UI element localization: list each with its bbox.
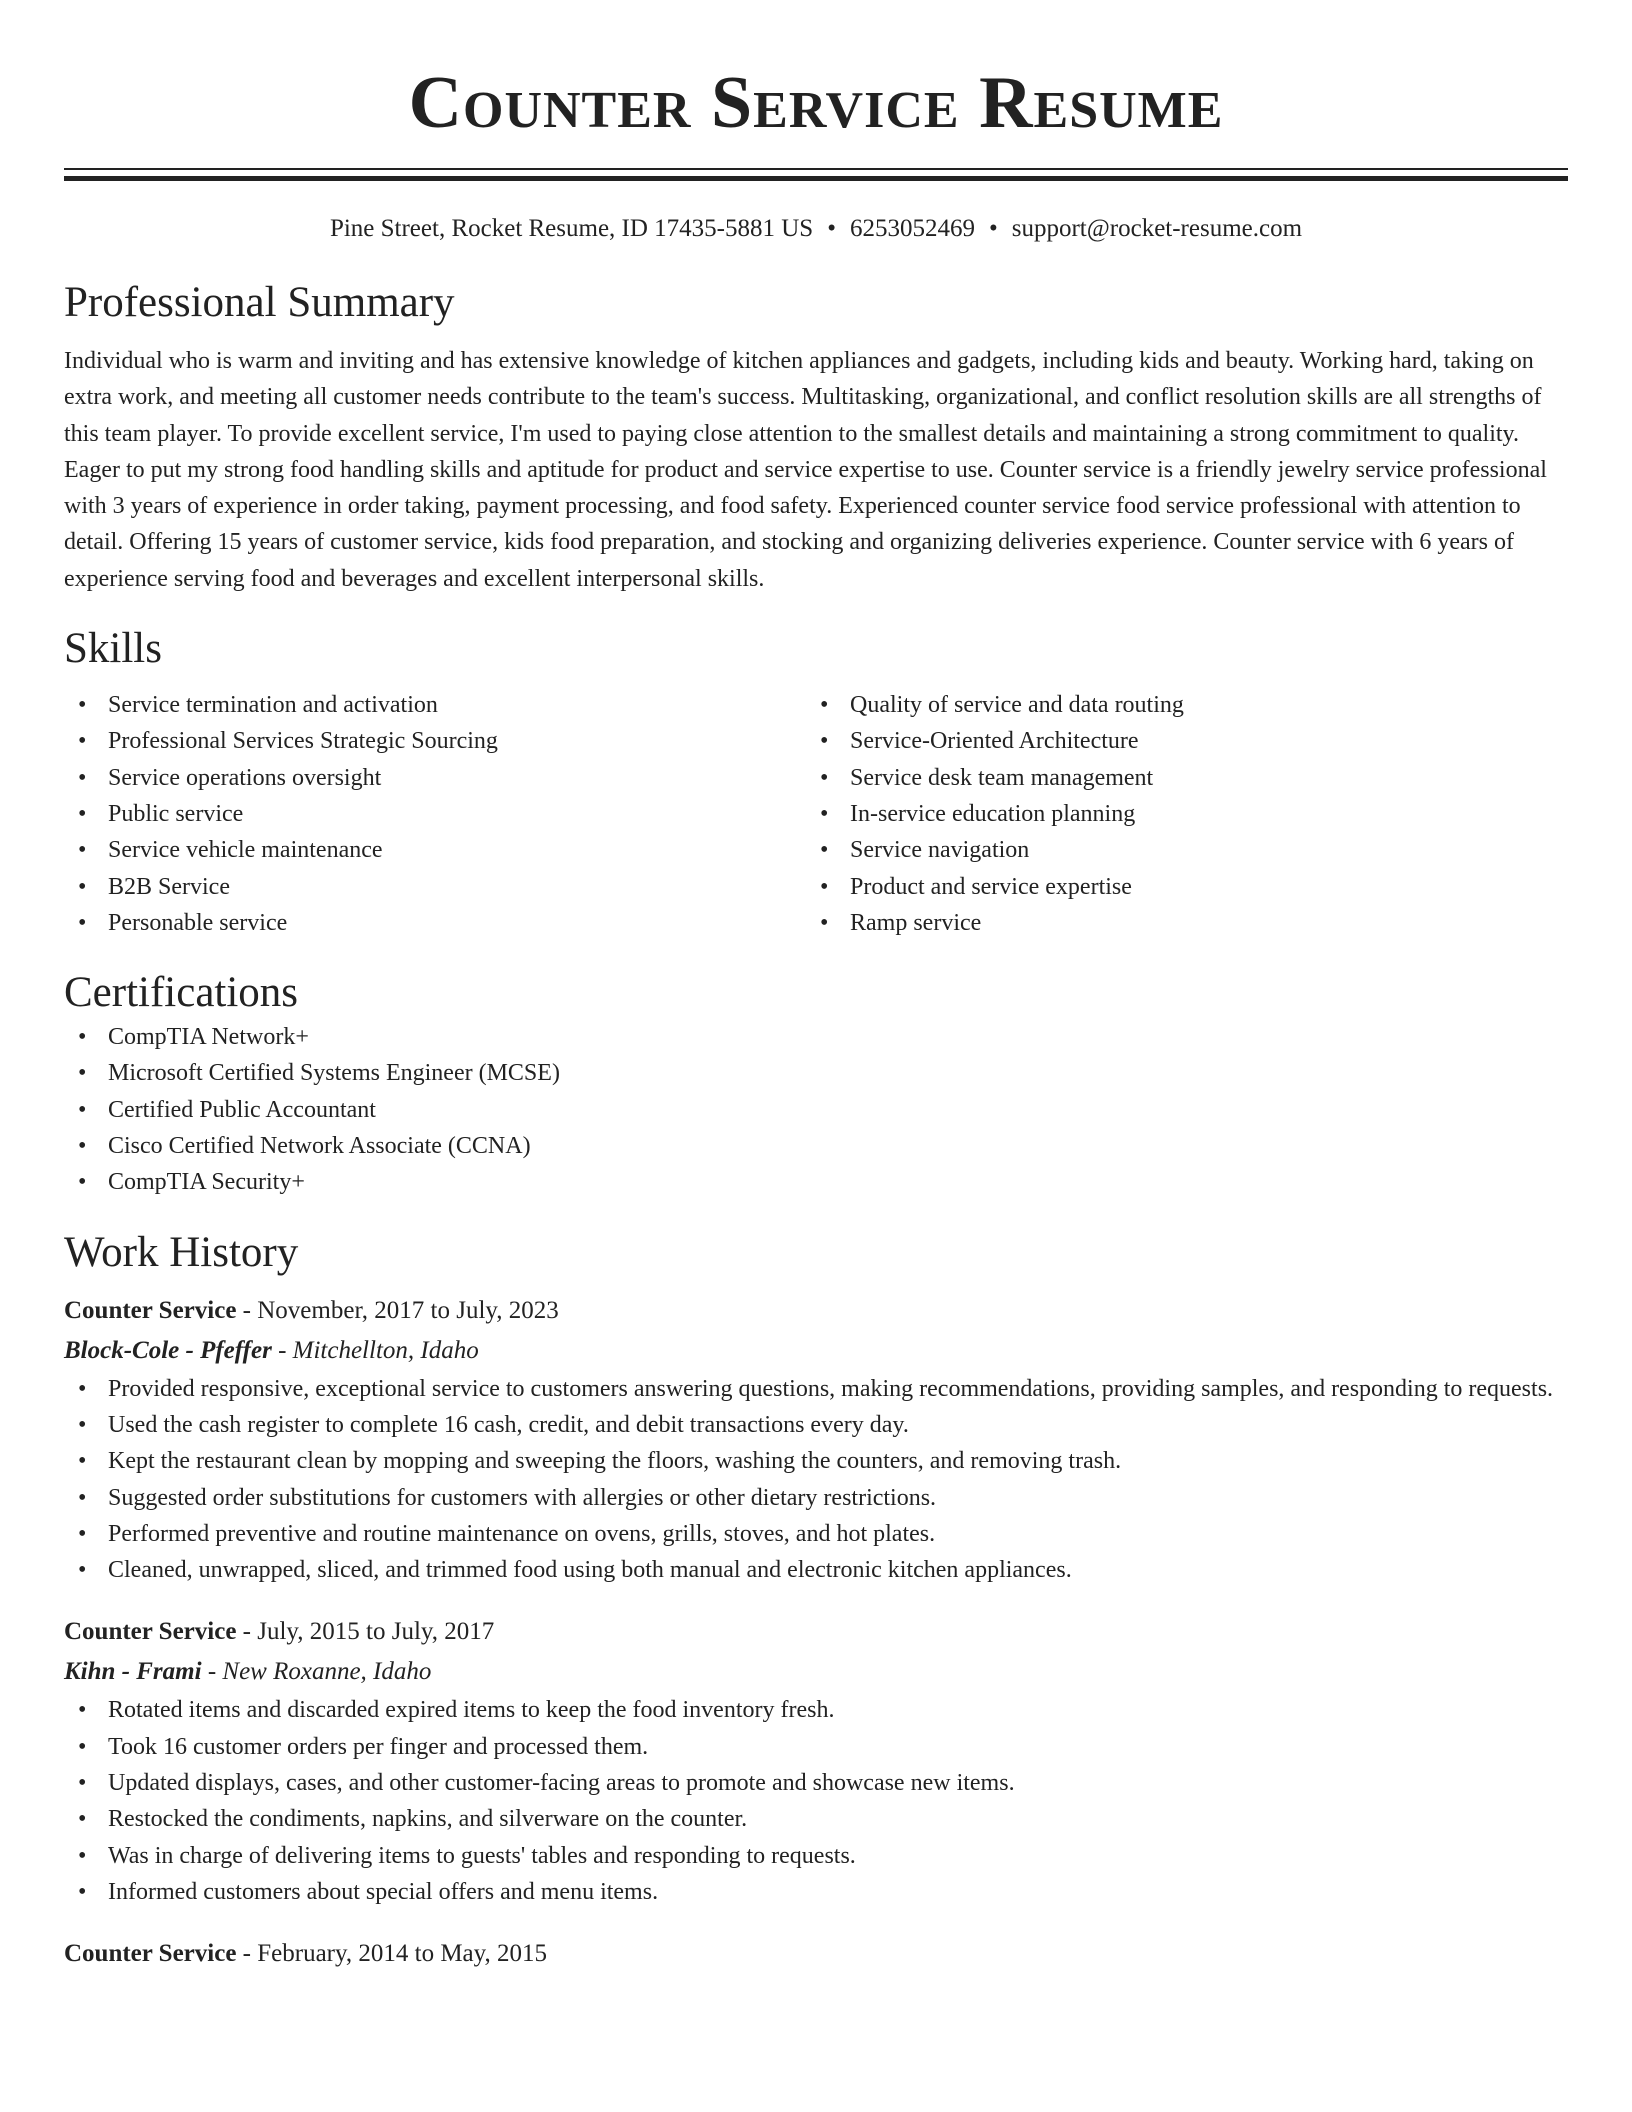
bullet-icon: •: [78, 692, 87, 719]
job-duty-text: Took 16 customer orders per finger and processed them.: [108, 1733, 649, 1760]
job-title-line: [64, 1612, 1568, 1652]
job-entry: [64, 1291, 1568, 1589]
skills-heading: Skills: [64, 625, 162, 673]
job-duty-item: [64, 1443, 1568, 1479]
skill-text: In-service education planning: [850, 800, 1136, 827]
skill-text: Quality of service and data routing: [850, 692, 1184, 719]
job-company: Block-Cole - Pfeffer: [64, 1336, 272, 1364]
skills-list-right: [806, 687, 1548, 941]
contact-phone: 6253052469: [849, 215, 975, 242]
job-entry: [64, 1612, 1568, 1910]
job-company-line: [64, 1652, 1568, 1692]
dash-separator: -: [271, 1336, 293, 1364]
skill-item: [806, 723, 1548, 759]
bullet-icon: •: [78, 1024, 87, 1051]
bullet-icon: •: [78, 728, 87, 755]
bullet-icon: •: [78, 1484, 87, 1511]
summary-text: Individual who is warm and inviting and has extensive knowledge of kitchen appliances and gadgets, including kids and beauty. Working hard, taking on extra work, and meeting all customer needs contribute to the team's success. Multitasking, organizational, and conflict resolution skills are all strengths of this team player. To provide excellent service, I'm used to paying close attention to the smallest details and maintaining a strong commitment to quality. Eager to put my strong food handling skills and aptitude for product and service expertise to use. Counter service is a friendly jewelry service professional with 3 years of experience in order taking, payment processing, and food safety. Experienced counter service food service professional with attention to detail. Offering 15 years of customer service, kids food preparation, and stocking and organizing deliveries experience. Counter service with 6 years of experience serving food and beverages and excellent interpersonal skills.: [64, 348, 1547, 592]
job-dates: November, 2017 to July, 2023: [257, 1296, 559, 1324]
bullet-icon: •: [78, 909, 87, 936]
skill-text: Ramp service: [850, 909, 982, 936]
bullet-icon: •: [820, 764, 829, 791]
bullet-icon: •: [820, 800, 829, 827]
job-duty-text: Updated displays, cases, and other customer-facing areas to promote and showcase new items.: [108, 1770, 1015, 1797]
dash-separator: -: [236, 1296, 258, 1324]
bullet-icon: •: [78, 1411, 87, 1438]
work-history-heading: Work History: [64, 1228, 299, 1276]
contact-separator: •: [827, 215, 836, 242]
skill-item: [64, 832, 806, 868]
certifications-list: [64, 1019, 1568, 1200]
skill-item: [806, 905, 1548, 941]
skill-item: [806, 796, 1548, 832]
job-location: Mitchellton, Idaho: [292, 1336, 479, 1364]
job-location: New Roxanne, Idaho: [222, 1658, 432, 1686]
bullet-icon: •: [78, 1557, 87, 1584]
job-duty-text: Suggested order substitutions for customers with allergies or other dietary restrictions.: [108, 1484, 937, 1511]
job-title-line: [64, 1291, 1568, 1331]
certification-text: Certified Public Accountant: [108, 1096, 376, 1123]
resume-page: [64, 0, 1568, 1974]
certification-text: CompTIA Network+: [108, 1024, 309, 1051]
skill-item: [64, 687, 806, 723]
skills-column-right: [806, 687, 1548, 941]
bullet-icon: •: [78, 1520, 87, 1547]
skill-text: Service vehicle maintenance: [108, 837, 383, 864]
bullet-icon: •: [78, 837, 87, 864]
skill-item: [64, 905, 806, 941]
job-role: Counter Service: [64, 1618, 237, 1646]
bullet-icon: •: [820, 837, 829, 864]
certification-text: Microsoft Certified Systems Engineer (MCSE): [108, 1060, 560, 1087]
bullet-icon: •: [78, 764, 87, 791]
bullet-icon: •: [78, 1169, 87, 1196]
bullet-icon: •: [820, 909, 829, 936]
bullet-icon: •: [78, 1770, 87, 1797]
dash-separator: -: [236, 1618, 258, 1646]
skill-item: [806, 832, 1548, 868]
job-duty-item: [64, 1552, 1568, 1588]
certification-item: [64, 1164, 1568, 1200]
bullet-icon: •: [820, 873, 829, 900]
contact-address: Pine Street, Rocket Resume, ID 17435-5881 US: [329, 215, 814, 242]
job-duty-text: Restocked the condiments, napkins, and silverware on the counter.: [108, 1806, 748, 1833]
skill-item: [64, 723, 806, 759]
contact-line: [64, 211, 1568, 247]
skill-item: [806, 687, 1548, 723]
job-duties-list: [64, 1692, 1568, 1910]
skill-text: B2B Service: [108, 873, 230, 900]
skill-text: Service navigation: [850, 837, 1030, 864]
bullet-icon: •: [78, 1096, 87, 1123]
certification-item: [64, 1055, 1568, 1091]
certification-text: Cisco Certified Network Associate (CCNA): [108, 1133, 531, 1160]
job-duty-item: [64, 1692, 1568, 1728]
job-duty-item: [64, 1801, 1568, 1837]
job-duty-text: Informed customers about special offers and menu items.: [108, 1878, 659, 1905]
job-duty-item: [64, 1729, 1568, 1765]
bullet-icon: •: [78, 1133, 87, 1160]
bullet-icon: •: [78, 800, 87, 827]
job-duty-item: [64, 1480, 1568, 1516]
bullet-icon: •: [78, 1806, 87, 1833]
dash-separator: -: [236, 1940, 258, 1968]
skill-text: Service-Oriented Architecture: [850, 728, 1139, 755]
job-title-line: [64, 1934, 1568, 1974]
skill-text: Service desk team management: [850, 764, 1154, 791]
bullet-icon: •: [78, 1375, 87, 1402]
bullet-icon: •: [78, 1842, 87, 1869]
certification-item: [64, 1128, 1568, 1164]
job-duty-text: Was in charge of delivering items to guests' tables and responding to requests.: [108, 1842, 856, 1869]
certification-item: [64, 1019, 1568, 1055]
job-duty-text: Rotated items and discarded expired items to keep the food inventory fresh.: [108, 1697, 835, 1724]
job-company-line: [64, 1331, 1568, 1371]
job-duty-text: Used the cash register to complete 16 cash, credit, and debit transactions every day.: [108, 1411, 909, 1438]
bullet-icon: •: [820, 692, 829, 719]
job-duty-item: [64, 1516, 1568, 1552]
skill-item: [64, 796, 806, 832]
job-duty-item: [64, 1765, 1568, 1801]
header-divider-thick: [64, 176, 1568, 181]
skills-list-left: [64, 687, 806, 941]
skill-text: Personable service: [108, 909, 288, 936]
job-duty-item: [64, 1838, 1568, 1874]
job-dates: July, 2015 to July, 2017: [257, 1618, 495, 1646]
job-role: Counter Service: [64, 1296, 237, 1324]
skill-text: Service operations oversight: [108, 764, 382, 791]
skills-columns: [64, 687, 1568, 941]
job-duty-text: Performed preventive and routine maintenance on ovens, grills, stoves, and hot plates.: [108, 1520, 936, 1547]
job-entry: [64, 1934, 1568, 1974]
bullet-icon: •: [78, 1733, 87, 1760]
job-duty-item: [64, 1874, 1568, 1910]
summary-heading: Professional Summary: [64, 279, 455, 326]
job-role: Counter Service: [64, 1940, 237, 1968]
job-duty-text: Kept the restaurant clean by mopping and sweeping the floors, washing the counters, and removing trash.: [108, 1448, 1122, 1475]
job-company: Kihn - Frami: [64, 1658, 202, 1686]
job-duty-text: Cleaned, unwrapped, sliced, and trimmed food using both manual and electronic kitchen appliances.: [108, 1557, 1072, 1584]
job-duty-text: Provided responsive, exceptional service to customers answering questions, making recommendations, providing samples, and responding to requests.: [108, 1375, 1554, 1402]
skill-item: [64, 869, 806, 905]
bullet-icon: •: [820, 728, 829, 755]
bullet-icon: •: [78, 1878, 87, 1905]
bullet-icon: •: [78, 1697, 87, 1724]
skill-text: Public service: [108, 800, 244, 827]
skill-text: Service termination and activation: [108, 692, 438, 719]
skill-item: [806, 869, 1548, 905]
resume-title: Counter Service Resume: [408, 62, 1224, 144]
job-duties-list: [64, 1371, 1568, 1589]
bullet-icon: •: [78, 1448, 87, 1475]
job-duty-item: [64, 1407, 1568, 1443]
skill-item: [806, 760, 1548, 796]
bullet-icon: •: [78, 1060, 87, 1087]
bullet-icon: •: [78, 873, 87, 900]
certification-text: CompTIA Security+: [108, 1169, 305, 1196]
job-dates: February, 2014 to May, 2015: [257, 1940, 548, 1968]
header-divider-thin: [64, 168, 1568, 170]
contact-email: support@rocket-resume.com: [1011, 215, 1303, 242]
skill-text: Professional Services Strategic Sourcing: [108, 728, 498, 755]
job-duty-item: [64, 1371, 1568, 1407]
certifications-heading: Certifications: [64, 969, 299, 1017]
skill-text: Product and service expertise: [850, 873, 1132, 900]
skills-column-left: [64, 687, 806, 941]
certification-item: [64, 1092, 1568, 1128]
skill-item: [64, 760, 806, 796]
contact-separator: •: [988, 215, 998, 242]
dash-separator: -: [201, 1658, 223, 1686]
